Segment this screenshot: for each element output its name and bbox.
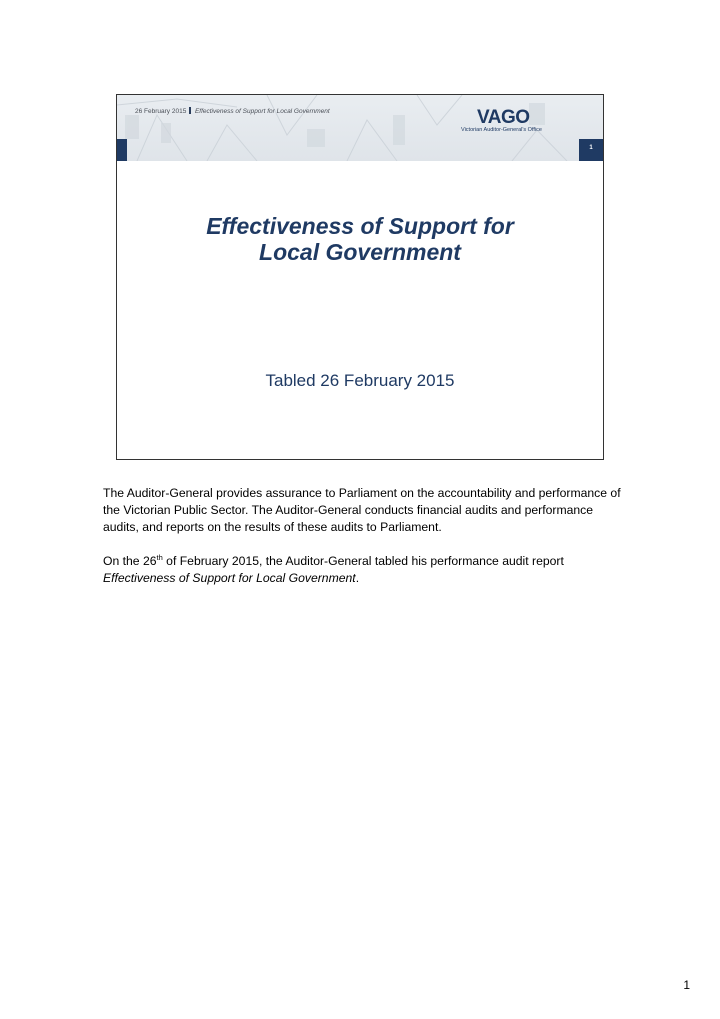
vago-logo: VAGO xyxy=(477,107,530,128)
header-separator xyxy=(189,107,191,114)
slide-number: 1 xyxy=(589,145,593,151)
page-number: 1 xyxy=(683,978,690,992)
slide-title xyxy=(117,213,603,265)
slide-title-line-1: Effectiveness of Support for xyxy=(206,213,514,239)
header-date: 26 February 2015 xyxy=(135,108,187,115)
notes-paragraph-2 xyxy=(103,553,623,587)
notes-p2-end: . xyxy=(355,571,360,585)
slide-header-caption xyxy=(135,107,330,115)
notes-report-title: Effectiveness of Support for Local Government xyxy=(103,571,356,585)
notes-p2-superscript: th xyxy=(156,552,163,562)
notes-p2-prefix: On the 26 xyxy=(103,554,157,568)
notes-p2-main: of February 2015, the Auditor-General tabled his performance audit report xyxy=(162,554,564,568)
slide-subtitle: Tabled 26 February 2015 xyxy=(265,371,455,390)
header-subject: Effectiveness of Support for Local Government xyxy=(194,108,330,115)
slide-thumbnail xyxy=(116,94,604,460)
notes-paragraph-1: The Auditor-General provides assurance to Parliament on the accountability and performance of the Victorian Public Sector. The Auditor-General conducts financial audits and performance audits, and reports on the results of these audits to Parliament. xyxy=(103,486,621,534)
vago-logo-subtitle: Victorian Auditor-General's Office xyxy=(461,127,542,133)
speaker-notes xyxy=(103,485,623,587)
left-accent-block xyxy=(117,139,127,161)
slide-title-line-2: Local Government xyxy=(259,239,461,265)
slide-header-banner xyxy=(117,95,603,161)
